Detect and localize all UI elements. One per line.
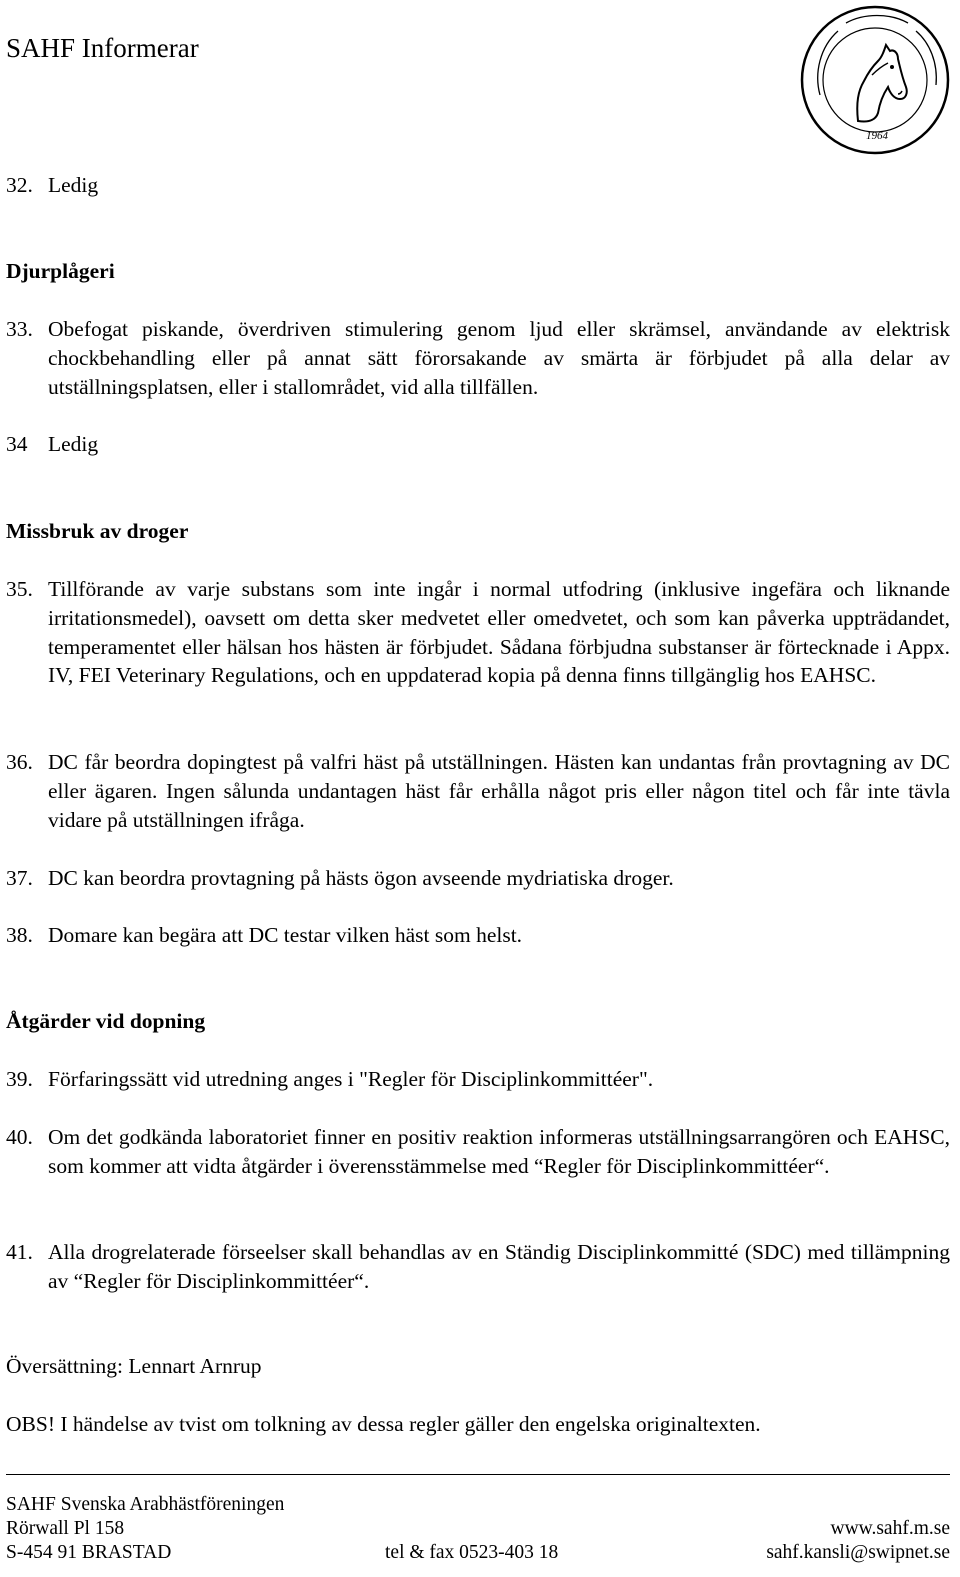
translator-credit: Översättning: Lennart Arnrup	[6, 1354, 262, 1378]
footer-phone: tel & fax 0523-403 18	[385, 1542, 559, 1563]
association-logo	[798, 3, 952, 157]
footer-postal: S-454 91 BRASTAD	[6, 1542, 172, 1563]
rule-item-38	[6, 921, 950, 950]
page-header-title: SAHF Informerar	[6, 33, 199, 63]
section-heading-atgarder: Åtgärder vid dopning	[6, 1009, 206, 1033]
rule-number: 35.	[6, 577, 33, 601]
rule-text: Tillförande av varje substans som inte ingår i normal utfodring (inklusive ingefära och liknande irritationsmedel), oavsett om detta sker medvetet eller omedvetet, och som kan påverka uppträdandet, temperamentet eller hälsan hos hästen är förbjudet. Sådana förbjudna substanser är förtecknade i Appx. IV, FEI Veterinary Regulations, och en uppdaterad kopia på denna finns tillgänglig hos EAHSC.	[48, 577, 950, 688]
rule-item-33	[6, 315, 950, 401]
footer-email-link[interactable]: sahf.kansli@swipnet.se	[766, 1542, 950, 1563]
rule-item-41	[6, 1238, 950, 1296]
rule-text: Ledig	[48, 432, 99, 456]
disclaimer-note: OBS! I händelse av tvist om tolkning av dessa regler gäller den engelska originaltexten.	[6, 1412, 761, 1436]
rule-item-40	[6, 1123, 950, 1181]
rule-item-34	[6, 430, 950, 459]
section-heading-missbruk: Missbruk av droger	[6, 519, 189, 543]
rule-number: 40.	[6, 1125, 33, 1149]
rule-number: 38.	[6, 923, 33, 947]
rule-text: DC kan beordra provtagning på hästs ögon avseende mydriatiska droger.	[48, 866, 674, 890]
section-heading-djurplageri: Djurplågeri	[6, 259, 115, 283]
rule-number: 33.	[6, 317, 33, 341]
rule-item-36	[6, 748, 950, 834]
rule-item-39	[6, 1065, 950, 1094]
rule-number: 37.	[6, 866, 33, 890]
rule-text: DC får beordra dopingtest på valfri häst på utställningen. Hästen kan undantas från provtagning av DC eller ägaren. Ingen sålunda undantagen häst får erhålla något pris eller någon titel och får inte tävla vidare på utställningen ifråga.	[48, 750, 950, 832]
rule-text: Obefogat piskande, överdriven stimulering genom ljud eller skrämsel, användande av elektrisk chockbehandling eller på annat sätt förorsakande av smärta är förbjudet på alla delar av utställningsplatsen, eller i stallområdet, vid alla tillfällen.	[48, 317, 950, 399]
rule-text: Alla drogrelaterade förseelser skall behandlas av en Ständig Disciplinkommitté (SDC) med tillämpning av “Regler för Disciplinkommittéer“.	[48, 1240, 950, 1293]
footer-website-link[interactable]: www.sahf.m.se	[830, 1518, 950, 1539]
rule-item-35	[6, 575, 950, 690]
rule-text: Förfaringssätt vid utredning anges i "Regler för Disciplinkommittéer".	[48, 1067, 654, 1091]
logo-year: 1964	[866, 130, 888, 142]
footer-divider	[6, 1474, 950, 1475]
rule-number: 36.	[6, 750, 33, 774]
rule-number: 34	[6, 432, 28, 456]
rule-number: 41.	[6, 1240, 33, 1264]
rule-text: Ledig	[48, 173, 99, 197]
rule-item-37	[6, 864, 950, 893]
rule-number: 32.	[6, 173, 33, 197]
horse-head-logo-icon	[798, 3, 952, 157]
footer-org-name: SAHF Svenska Arabhästföreningen	[6, 1494, 285, 1515]
rule-text: Domare kan begära att DC testar vilken häst som helst.	[48, 923, 523, 947]
rule-number: 39.	[6, 1067, 33, 1091]
rule-item-32	[6, 171, 950, 200]
rule-text: Om det godkända laboratoriet finner en positiv reaktion informeras utställningsarrangören och EAHSC, som kommer att vidta åtgärder i överensstämmelse med “Regler för Disciplinkommittéer“.	[48, 1125, 950, 1178]
footer-street: Rörwall Pl 158	[6, 1518, 125, 1539]
